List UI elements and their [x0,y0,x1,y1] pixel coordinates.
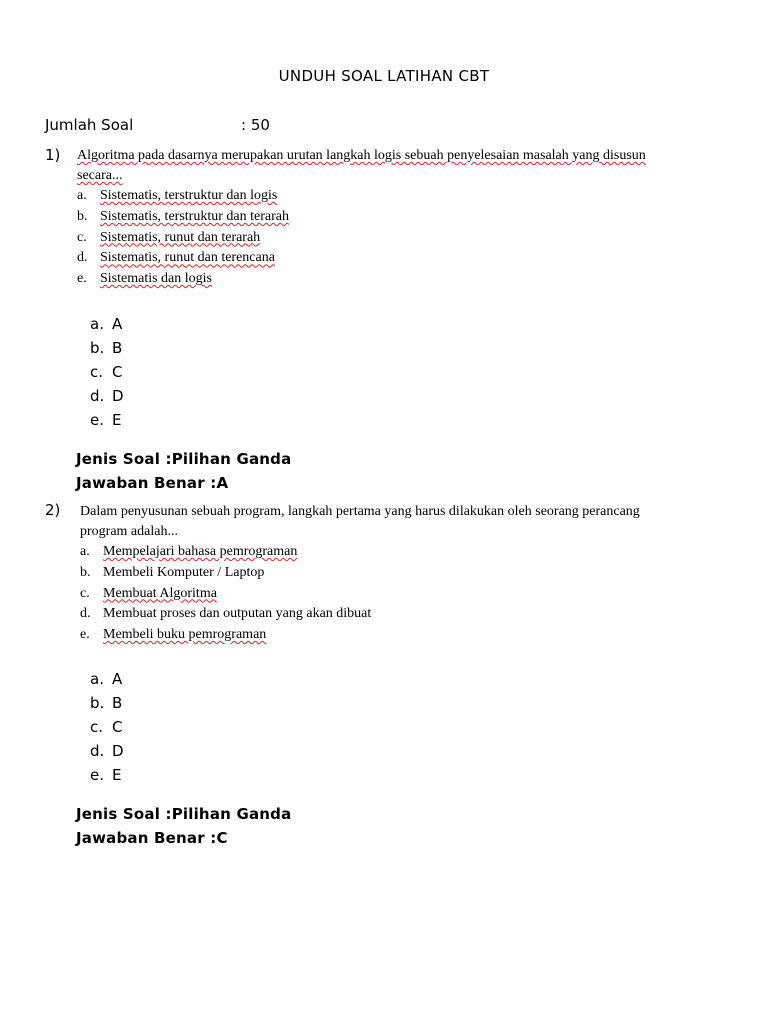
option-letter: c. [80,585,90,601]
option-text: Sistematis dan logis [100,271,212,287]
option-item [77,186,289,207]
option-letter: e. [77,271,87,287]
answer-choice [90,667,124,691]
option-item [77,207,289,228]
option-item [80,542,371,563]
answer-choice [90,312,124,336]
answer-letter: d. [90,742,105,760]
question-type: Jenis Soal :Pilihan Ganda [76,805,292,823]
answer-letter: e. [90,766,104,784]
question-meta [76,802,291,850]
option-item [77,269,289,290]
option-letter: a. [77,188,87,203]
answer-choice [90,360,124,384]
option-text: Membuat Algoritma [103,585,217,601]
option-text: Membeli buku pemrograman [103,627,267,643]
option-letter: d. [80,606,91,622]
option-letter: b. [77,208,88,224]
answer-letter: e. [90,411,104,429]
question-meta [76,447,291,495]
option-text: Mempelajari bahasa pemrograman [103,544,298,559]
answer-value: E [112,411,122,429]
answer-letter: b. [90,694,105,712]
question-number: 1) [45,146,61,164]
question-text-line: program adalah... [80,524,178,539]
option-text: Membuat proses dan outputan yang akan dibuat [103,606,372,622]
answer-choice [90,691,124,715]
answer-value: A [112,315,123,333]
option-item [77,248,289,269]
answer-value: A [112,670,123,688]
option-text: Sistematis, terstruktur dan terarah [100,208,289,224]
option-letter: e. [80,627,90,643]
answer-letter: a. [90,670,104,688]
answer-choice [90,336,124,360]
option-letter: c. [77,229,87,245]
option-item [80,604,371,625]
question-count [45,116,270,134]
answer-choice [90,739,124,763]
option-letter: d. [77,250,88,266]
option-text: Membeli Komputer / Laptop [103,564,265,580]
correct-answer: Jawaban Benar :C [76,829,228,847]
correct-answer: Jawaban Benar :A [76,474,229,492]
question-text-line: Algoritma pada dasarnya merupakan urutan langkah logis sebuah penyelesaian masalah yang disusun [77,148,646,163]
answer-letter: d. [90,387,105,405]
answer-value: B [112,694,123,712]
question-text [80,502,720,542]
answer-value: D [112,387,124,405]
answer-choice [90,384,124,408]
question-text-line: Dalam penyusunan sebuah program, langkah pertama yang harus dilakukan oleh seorang perancang [80,504,640,519]
answer-value: E [112,766,122,784]
answer-letter: c. [90,363,104,381]
option-item [80,563,371,584]
answer-choice [90,408,124,432]
answer-value: D [112,742,124,760]
answer-letter: c. [90,718,104,736]
answer-choice-list [90,312,124,432]
answer-value: B [112,339,123,357]
option-text: Sistematis, runut dan terencana [100,250,275,266]
answer-choice [90,763,124,787]
question-count-value: : 50 [241,116,270,134]
option-list [77,186,289,290]
option-list [80,542,371,646]
option-text: Sistematis, runut dan terarah [100,229,261,245]
question-type: Jenis Soal :Pilihan Ganda [76,450,292,468]
question-count-label: Jumlah Soal [45,116,134,134]
option-letter: b. [80,564,91,580]
question-number: 2) [45,501,61,519]
document-title: UNDUH SOAL LATIHAN CBT [278,67,490,85]
answer-choice-list [90,667,124,787]
option-text: Sistematis, terstruktur dan logis [100,188,278,203]
option-item [77,228,289,249]
answer-value: C [112,718,123,736]
option-item [80,584,371,605]
answer-choice [90,715,124,739]
answer-letter: b. [90,339,105,357]
answer-value: C [112,363,123,381]
question-text-line: secara... [77,168,123,183]
answer-letter: a. [90,315,104,333]
option-item [80,625,371,646]
option-letter: a. [80,544,90,559]
question-text [77,146,717,186]
